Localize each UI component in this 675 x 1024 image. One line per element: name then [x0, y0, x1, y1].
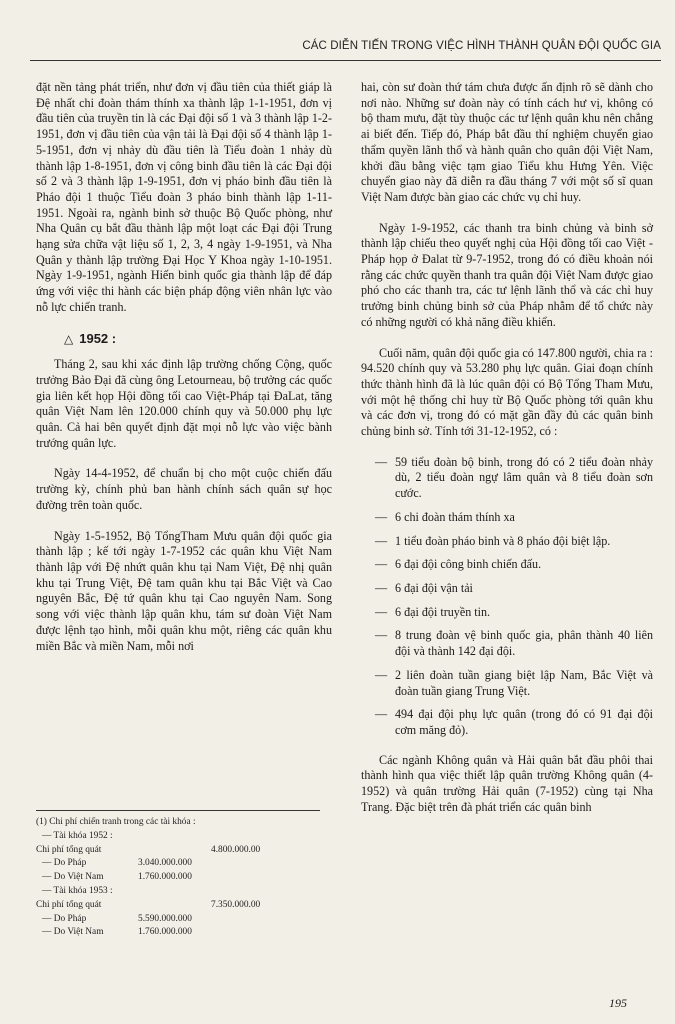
fy1953-france-label: — Do Pháp [42, 913, 87, 924]
fy1952-total-value: 4.800.000.00 [211, 844, 261, 855]
paragraph-may: Ngày 1-5-1952, Bộ TổngTham Mưu quân đội quốc gia thành lập ; kế tới ngày 1-7-1952 các quân khu Việt Nam thành lập với Đệ nhứt quân khu tại Nam Việt, Đệ nhị quân khu tại Trung Việt, Đệ tam quân khu tại Bắc Việt và Cao nguyên Bắc, Đệ tứ quân khu tại Cao nguyên Nam. Song song với việc thành lập quân khu, tám sư đoàn Việt Nam được lệnh tạo hình, mỗi quân khu một, riêng các quân khu miền Bắc và miền Nam, mỗi nơi [36, 528, 332, 653]
dash-marker: — [375, 557, 388, 572]
list-item [361, 455, 653, 502]
footnote-divider [36, 810, 320, 811]
list-item-text: 6 chi đoàn thám thính xa [395, 509, 515, 524]
list-item [361, 510, 653, 526]
list-item [361, 628, 653, 659]
paragraph-divisions: hai, còn sư đoàn thứ tám chưa được ấn định rõ sẽ dành cho nơi nào. Những sư đoàn này có tính cách hư vị, không có bộ tham mưu, đặt tùy thuộc các tư lệnh quân khu nên chẳng ai biết đến. Tiếp đó, Pháp bắt đầu thí nghiệm chuyển giao thẩm quyền lãnh thổ và hành quân cho quân đội Việt Nam, khởi đầu bằng việc tạm giao Tiểu khu Hưng Yên. Việc chuyển giao này đã diễn ra đầu tháng 7 với một số sĩ quan Việt Nam được bàn giao các chức vụ chỉ huy. [361, 80, 653, 204]
fy1953-vn-label: — Do Việt Nam [42, 927, 104, 938]
fy1953-vn-value: 1.760.000.000 [138, 927, 192, 938]
footnote-row [36, 913, 332, 927]
year-heading-1952 [64, 331, 332, 348]
fy1952-france-value: 3.040.000.000 [138, 858, 192, 869]
fy1953-label: — Tài khóa 1953 : [42, 885, 113, 896]
list-item-text: 494 đại đội phụ lực quân (trong đó có 91 đại đội cơm măng đỏ). [395, 707, 653, 737]
dash-marker: — [375, 509, 388, 524]
footnote-row [36, 899, 332, 913]
list-item-text: 59 tiểu đoàn bộ binh, trong đó có 2 tiểu đoàn nhảy dù, 2 tiểu đoàn ngự lâm quân và 8 tiểu đoàn sơn cước. [395, 454, 653, 501]
list-item [361, 668, 653, 699]
right-column [361, 80, 653, 830]
fy1953-total-value: 7.350.000.00 [211, 899, 261, 910]
fy1952-total-label: Chi phí tổng quát [36, 844, 102, 855]
fy1952-vn-label: — Do Việt Nam [42, 872, 104, 883]
dash-marker: — [375, 604, 388, 619]
running-title: CÁC DIỄN TIẾN TRONG VIỆC HÌNH THÀNH QUÂN ĐỘI QUỐC GIA [302, 40, 661, 52]
list-item [361, 581, 653, 597]
running-header [30, 38, 661, 61]
dash-marker: — [375, 628, 388, 643]
footnote-row [36, 830, 332, 844]
paragraph-air-navy: Các ngành Không quân và Hải quân bắt đầu phôi thai thành hình qua việc thiết lập quân trường Không quân (4-1952) và quân trường Hải quân (7-1952) cùng tại Nha Trang. Đặc biệt trên đà phát triển các quân binh [361, 752, 653, 814]
page-number: 195 [609, 996, 627, 1010]
paragraph-year-end: Cuối năm, quân đội quốc gia có 147.800 người, chia ra : 94.520 chính quy và 53.280 phụ lực quân. Giai đoạn chính thức thành hình đã là lúc quân đội có Bộ Tổng Tham Mưu, với một hệ thống chỉ huy từ Bộ Quốc phòng tới quân khu và các đơn vị, trong đó có mặt gần đầy đủ các quân binh chủng binh sở. Tính tới 31-12-1952, có : [361, 345, 653, 439]
paragraph-april: Ngày 14-4-1952, để chuẩn bị cho một cuộc chiến đấu trường kỳ, chính phủ ban hành chính sách quân sự học đường trên toàn quốc. [36, 466, 332, 512]
list-item-text: 2 liên đoàn tuần giang biệt lập Nam, Bắc Việt và đoàn tuần giang Trung Việt. [395, 667, 653, 698]
list-item [361, 605, 653, 621]
paragraph-september: Ngày 1-9-1952, các thanh tra binh chủng và binh sở thành lập chiếu theo quyết nghị của Hội đồng tối cao Việt - Pháp họp ở Đalat từ 9-7-1952, trong đó có điều khoản nói rằng các chức quyền thanh tra quân đội Việt Nam được giao phó cho các thanh tra, các tư lệnh lãnh thổ và các chỉ huy trưởng binh chủng binh sở của Pháp nhằm để tổ chức này có những người có khả năng điều khiển. [361, 220, 653, 329]
unit-list [361, 455, 653, 739]
list-item [361, 557, 653, 573]
footnote-row [36, 926, 332, 940]
footnote [36, 816, 332, 940]
left-column [36, 80, 332, 669]
list-item [361, 707, 653, 738]
footnote-row [36, 844, 332, 858]
fy1952-vn-value: 1.760.000.000 [138, 872, 192, 883]
list-item-text: 6 đại đội truyền tin. [395, 604, 491, 619]
paragraph-1951-units: đặt nền tảng phát triển, như đơn vị đầu tiên của thiết giáp là Đệ nhất chi đoàn thám thính xa thành lập 1-1-1951, đơn vị đầu tiên của truyền tin là các Đại đội số 1 và 3 thành lập 1-2-1951, đơn vị đầu tiên của vận tải là Đại đội số 4 thành lập 1-5-1951, đơn vị nhảy dù đầu tiên là Tiểu đoàn 1 nhảy dù thành lập 1-8-1951, đơn vị công binh đầu tiên là các Đại đội số 2 và 3 thành lập 1-9-1951, đơn vị pháo binh đầu tiên là Pháo đội 1 thuộc Tiểu đoàn 3 pháo binh thành lập 1-11-1951. Ngoài ra, ngành binh sở thuộc Bộ Quốc phòng, như Nha Quân cụ bắt đầu thành lập một loạt các Đại đội Trung hạng sửa chữa vật liệu số 1, 2, 3, 4 ngày 1-9-1951, và Nha Quân y thành lập trường Đại Học Y Khoa ngày 1-10-1951. Ngày 1-9-1951, ngành Hiến binh quốc gia thành lập để đáp ứng với việc thi hành các biện pháp động viên nhân lực vào nỗ lực chiến tranh. [36, 80, 332, 314]
paragraph-february: Tháng 2, sau khi xác định lập trường chống Cộng, quốc trưởng Bảo Đại đã cùng ông Letourneau, bộ trưởng các quốc gia liên kết họp Hội đồng tối cao Việt-Pháp tại ĐaLat, tăng quân Việt Nam lên 120.000 chính quy và 50.000 phụ lực quân. Cả hai bên quyết định đặt mọi nỗ lực vào việc bành trướng quân lực. [36, 357, 332, 450]
list-item-text: 6 đại đội vận tải [395, 580, 473, 595]
list-item-text: 6 đại đội công binh chiến đấu. [395, 557, 542, 572]
list-item [361, 534, 653, 550]
footnote-heading-row [36, 816, 332, 830]
list-item-text: 8 trung đoàn vệ binh quốc gia, phân thành 40 liên đội và thành 142 đại đội. [395, 628, 653, 659]
fy1953-total-label: Chi phí tổng quát [36, 899, 102, 910]
dash-marker: — [375, 580, 388, 595]
footnote-row [36, 871, 332, 885]
dash-marker: — [375, 707, 388, 722]
list-item-text: 1 tiểu đoàn pháo binh và 8 pháo đội biệt lập. [395, 533, 611, 548]
triangle-icon: △ [64, 331, 74, 346]
year-label: 1952 : [79, 330, 117, 346]
dash-marker: — [375, 454, 388, 469]
fy1952-label: — Tài khóa 1952 : [42, 830, 113, 841]
footnote-heading: (1) Chi phí chiến tranh trong các tài khóa : [36, 817, 196, 827]
footnote-row [36, 885, 332, 899]
fy1952-france-label: — Do Pháp [42, 858, 87, 869]
dash-marker: — [375, 667, 388, 682]
footnote-row [36, 857, 332, 871]
fy1953-france-value: 5.590.000.000 [138, 913, 192, 924]
dash-marker: — [375, 533, 388, 548]
